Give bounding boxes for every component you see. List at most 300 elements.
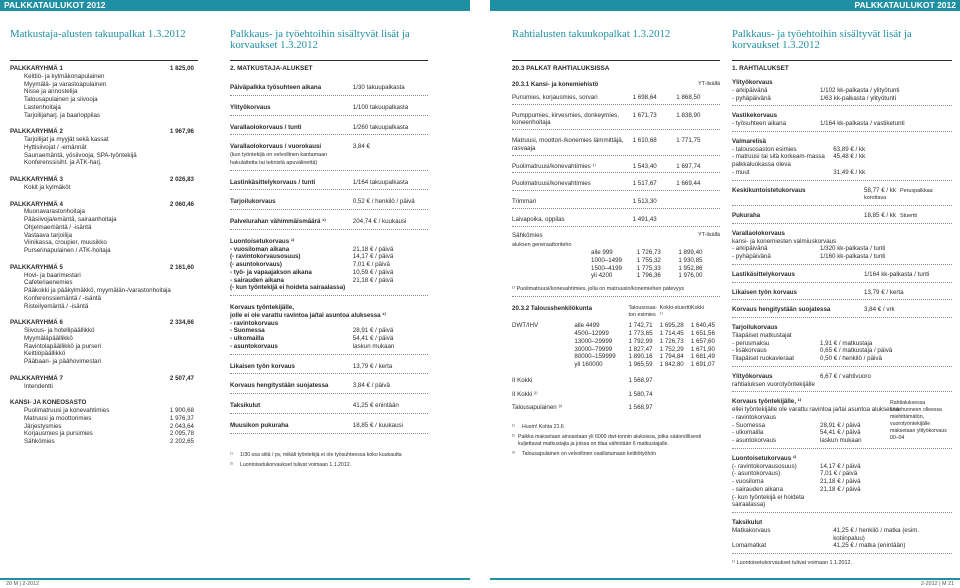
range-spacer xyxy=(512,265,591,273)
wage-title: Laivapoika, oppilas xyxy=(512,215,565,223)
dwt-cell: 1 671,90 xyxy=(690,345,715,353)
pay-group-items xyxy=(24,383,198,391)
column-title: Rahtialusten takuukopalkat 1.3.2012 xyxy=(512,28,671,40)
pay-group-items xyxy=(24,327,198,366)
job-title: Keittiöpäällikkö xyxy=(24,350,66,358)
allowance-line-value: 1/320 kk-palkasta / tunti xyxy=(820,245,886,253)
allowance-subtitle: rahtialuksen vuorotyöntekijälle xyxy=(732,380,815,388)
job-title: Siivous- ja hotellipäällikkö xyxy=(24,327,95,334)
sub-value: 21,18 € / päivä xyxy=(352,245,394,253)
allowance-row xyxy=(230,82,428,96)
allowance-line-label: - talousosaston esimies xyxy=(732,145,797,153)
allowance-label: Likaisen työn korvaus xyxy=(732,288,797,296)
page-footer-left: 20 M | 2-2012 xyxy=(0,578,470,588)
pay-group-title xyxy=(10,201,198,209)
sub-value xyxy=(353,284,428,292)
footnotes xyxy=(512,424,720,458)
footnote-marker: ³⁾ xyxy=(512,451,516,458)
sub-label: - sairauden aikana xyxy=(230,276,284,284)
job-title: Intendentti xyxy=(24,382,53,390)
allowance-line-label: (- asuntokorvaus) xyxy=(732,470,781,478)
allowance-line xyxy=(732,463,952,471)
allowance-line xyxy=(732,527,952,543)
allowance-value: 204,74 € / kuukausi xyxy=(352,218,407,225)
wage-amount-yt: 1 669,44 xyxy=(676,180,701,188)
allowance-line xyxy=(732,470,952,478)
wage-row xyxy=(512,214,720,227)
allowance-row xyxy=(732,306,952,318)
job-title: Hyttisiivojat / -emännät xyxy=(24,143,87,151)
allowance-value xyxy=(864,187,952,203)
range-amount: 1 726,73 xyxy=(636,249,661,256)
column-title: Matkustaja-alusten takuupalkat 1.3.2012 xyxy=(10,28,186,40)
sub-row xyxy=(230,327,428,335)
allowance-line-label: - lisäkorvaus xyxy=(732,347,767,355)
column-lisat-matkustaja xyxy=(230,11,428,472)
allowance-title: Ylityökorvaus xyxy=(732,372,773,380)
kansi-row xyxy=(24,438,198,446)
dwt-cell: 1 742,71 xyxy=(628,322,653,330)
job-title: Myymäläpäällikkö xyxy=(24,334,73,342)
allowance-label: Tarjoilukorvaus xyxy=(230,198,276,206)
footnote xyxy=(230,462,428,469)
allowance-label: Lastikäsittelykorvaus xyxy=(732,270,795,278)
range-label: 1500–4199 xyxy=(591,264,623,272)
sub-label: - Suomessa xyxy=(230,327,265,335)
allowance-value: 0,52 € / henkilö / päivä xyxy=(352,198,415,206)
kokki-title: II Kokki xyxy=(512,376,533,384)
wage-row xyxy=(512,161,720,174)
kansi-title: KANSI- JA KONEOSASTO xyxy=(10,399,87,407)
pay-group-items xyxy=(24,208,198,255)
allowance-title: Vastikekorvaus xyxy=(732,112,778,120)
wage-amount: 1 698,64 xyxy=(632,93,657,101)
allowance-block xyxy=(732,373,952,393)
allowance-row xyxy=(732,187,952,207)
footnote-marker: ¹⁾ xyxy=(230,451,234,458)
sub-value: 21,18 € / päivä xyxy=(352,276,394,284)
kokki-rows xyxy=(512,377,720,412)
job-title: Viinikassa, croupier, muusikko xyxy=(24,239,107,247)
dwt-cell: 1 827,47 xyxy=(628,345,653,353)
kokki-amount: 1 568,97 xyxy=(628,376,653,384)
allowance-row xyxy=(230,380,428,394)
sub-row xyxy=(230,277,428,285)
pay-group-name: PALKKARYHMÄ 2 xyxy=(10,128,63,136)
range-spacer xyxy=(512,257,591,265)
allowance-line-label: - vuosiloma xyxy=(732,478,764,485)
wage-title: Pursimies, korjausmies, sorvari xyxy=(512,93,598,101)
allowance-row xyxy=(732,289,952,301)
dwt-cell: 1 842,80 xyxy=(659,361,684,368)
dwt-spacer xyxy=(574,377,628,385)
dwt-cell: 1 726,73 xyxy=(659,337,684,345)
allowance-line-value: 21,18 € / päivä xyxy=(820,485,861,493)
allowance-title: Ylityökorvaus xyxy=(732,79,773,86)
sub-label: - työ- ja vapaajakson aikana xyxy=(230,268,312,276)
pay-group-title xyxy=(10,319,198,327)
allowance-line-label: - muut xyxy=(732,168,750,176)
allowance-note: Stuertti xyxy=(900,213,918,219)
allowance-line-value: 14,17 € / päivä xyxy=(820,462,861,470)
pay-group-name: PALKKARYHMÄ 1 xyxy=(10,65,63,72)
allowance-line-value: laskun mukaan xyxy=(820,437,862,444)
pay-group-items xyxy=(24,73,198,120)
kansi-amount: 1 976,37 xyxy=(169,414,194,422)
wage-rows xyxy=(512,92,720,227)
footnotes xyxy=(230,452,428,469)
job-title: Nisse ja annostelija xyxy=(24,88,78,96)
sub-label: - vuosiloman aikana xyxy=(230,245,290,253)
wage-amount: 1 517,67 xyxy=(632,180,657,188)
allowance-subtitle: Tilapäiset matkustajat xyxy=(732,331,792,339)
allowance-line xyxy=(732,355,952,363)
kansi-amount: 1 900,68 xyxy=(169,407,194,414)
allowance-title: Varallaolokorvaus xyxy=(732,229,785,237)
sahko-note: aluksen generaattoriteho xyxy=(512,242,572,249)
dwt-cell xyxy=(512,361,574,369)
dwt-cell: 1 691,07 xyxy=(690,361,715,368)
allowance-subtitle: kansi- ja konemiesten valmiuskorvaus xyxy=(732,237,837,245)
allowance-title: Valmarelisä xyxy=(732,137,767,145)
wage-row xyxy=(512,92,720,105)
title-rule xyxy=(10,60,198,61)
footnote-text: Huom! Kohta 21.6 xyxy=(522,424,564,430)
allowance-line-value: 1,91 € / matkustaja xyxy=(820,339,873,347)
allowance-line-value: 31,49 € / kk xyxy=(833,168,866,176)
wage-amount: 1 671,73 xyxy=(632,111,657,119)
allowance-value: 6,67 € / vahtivuoro xyxy=(820,372,871,380)
pay-group-name: PALKKARYHMÄ 4 xyxy=(10,200,63,208)
subsection-heading: 20.3.1 Kansi- ja konemiehistö YT-lisällä xyxy=(512,81,720,88)
dwt-cell: 1 890,16 xyxy=(628,353,653,361)
job-title: Purserinapulainen / ATK-hoitaja xyxy=(24,247,111,254)
title-rule xyxy=(230,60,428,61)
kokki-row xyxy=(512,377,720,385)
wage-amount: 1 543,40 xyxy=(632,162,657,170)
footnote-text: 1/30 osa siitä / pv, mikäli työntekijä ei ole työsuhteessa koko kuukautta xyxy=(240,451,402,458)
column-title: Palkkaus- ja työehtoihin sisältyvät lisät ja korvaukset 1.3.2012 xyxy=(230,28,410,52)
sub-value: 7,01 € / päivä xyxy=(352,261,390,268)
pay-group-items xyxy=(24,184,198,192)
kokki-row xyxy=(512,404,720,412)
job-title: Vastaava tarjoilija xyxy=(24,231,73,239)
allowance-block xyxy=(732,455,952,513)
allowance-line-label: - matruusi tai sitä korkeam-massa palkkaluokassa oleva xyxy=(732,153,825,168)
job-title: Myymälä- ja varastoapulainen xyxy=(24,80,107,88)
footnote xyxy=(230,452,428,459)
kokki-title: Talousapulainen ³⁾ xyxy=(512,404,563,412)
allowance-block xyxy=(732,324,952,367)
job-title: Konferenssiemäntä / -isäntä xyxy=(24,294,102,302)
dwt-cell: 4500–12999 xyxy=(574,330,609,337)
pay-group-name: PALKKARYHMÄ 6 xyxy=(10,319,63,327)
job-title: Ohjelmaemäntä / -isäntä xyxy=(24,223,92,231)
sub-value: 10,59 € / päivä xyxy=(352,268,394,276)
talous-heading: 20.3.2 Talousshenkilökunta Talousosas-ton esimies Kokki-stuertti ¹⁾ Kokki xyxy=(512,304,705,318)
dwt-cell xyxy=(512,338,574,346)
sahko-footnote: ¹⁾ Puolimatruusi/konevahtimies, jolla on matruusin/konemiehen pätevyys xyxy=(512,286,720,297)
job-title: Pääbaari- ja päähovimestari xyxy=(24,358,102,365)
allowance-value: 1/100 takuupalkasta xyxy=(352,103,409,111)
allowance-list xyxy=(732,79,952,567)
dwt-row xyxy=(512,346,720,354)
sub-label: - ravintokorvaus xyxy=(230,319,279,327)
kansi-row xyxy=(24,430,198,438)
job-title: Risteilyemäntä / -isäntä xyxy=(24,302,89,310)
dwt-cell: 1 695,28 xyxy=(659,322,684,330)
pay-groups xyxy=(10,65,198,390)
column-title: Palkkaus- ja työehtoihin sisältyvät lisät ja korvaukset 1.3.2012 xyxy=(732,28,912,52)
wage-title: Matruusi, moottori-/konemies lämmittäjä, rasvaaja xyxy=(512,137,624,152)
sahko-row xyxy=(512,249,720,257)
footnote xyxy=(512,451,720,458)
allowance-label: Taksikulut xyxy=(230,402,261,409)
allowance-line xyxy=(732,253,952,261)
allowance-line-label: Lomamatkat xyxy=(732,542,767,550)
allowance-line-label: - arkipäivänä xyxy=(732,245,768,253)
wage-row xyxy=(512,196,720,209)
dwt-cell: 1 640,45 xyxy=(690,322,715,330)
allowance-line-value: 45,48 € / kk xyxy=(833,153,866,161)
kansi-amount: 2 202,65 xyxy=(169,438,194,445)
allowance-row xyxy=(230,196,428,210)
side-note: Rahtialuksessa konehuoneen olleessa miehittämätön, vuorotyöntekijälle maksetaan ylityökorvaus 00–04 xyxy=(890,400,947,442)
wage-amount: 1 610,68 xyxy=(632,137,657,144)
dwt-cell xyxy=(512,353,574,361)
sub-row xyxy=(230,335,428,343)
job-title: Hovi- ja baarimestari xyxy=(24,271,81,279)
allowance-line-value: 21,18 € / päivä xyxy=(820,478,861,485)
pay-group-name: PALKKARYHMÄ 7 xyxy=(10,374,63,382)
allowance-line-label: - ravintokorvaus xyxy=(732,413,777,421)
column-rahtialusten-palkat xyxy=(512,11,720,461)
dwt-cell: 1 681,49 xyxy=(690,353,715,361)
allowance-label: Korvaus hengitystään suojatessa xyxy=(230,382,329,390)
allowance-line xyxy=(732,169,952,177)
allowance-block xyxy=(732,79,952,106)
sub-row xyxy=(230,253,428,261)
pay-group-title xyxy=(10,128,198,136)
allowance-line-label: - pyhäpäivänä xyxy=(732,253,771,260)
allowance-title: Tarjoilukorvaus xyxy=(732,324,778,331)
dwt-cell: 1 792,99 xyxy=(628,337,653,345)
allowance-line xyxy=(732,120,952,128)
sub-value: laskun mukaan xyxy=(352,342,395,350)
allowance-value: 1/30 takuupalkasta xyxy=(352,84,405,91)
pay-group-amount: 1 967,96 xyxy=(169,128,194,136)
sub-row xyxy=(230,320,428,328)
allowance-value: 41,25 € enintään xyxy=(352,402,399,409)
range-amount-yt: 1 976,00 xyxy=(678,272,703,280)
kansi-label: Sähkömies xyxy=(24,438,55,445)
wage-row xyxy=(512,135,720,156)
allowance-block xyxy=(732,230,952,265)
allowance-line xyxy=(732,153,952,169)
dwt-cell: 1 651,56 xyxy=(690,330,715,337)
wage-title: Pumppumies, kirvesmies, donkeymies, koneenhoitaja xyxy=(512,111,619,127)
dwt-cell: yli 160000 xyxy=(574,361,603,368)
job-title: Cafeteriaenemies xyxy=(24,279,73,287)
range-spacer xyxy=(512,272,591,280)
wage-amount-yt xyxy=(676,216,720,224)
sahko-row xyxy=(512,265,720,273)
allowance-row xyxy=(732,212,952,224)
allowance-amount: 1/164 kk-palkasta / tunti xyxy=(864,270,930,278)
allowance-line xyxy=(732,87,952,95)
allowance-value xyxy=(864,306,952,314)
job-title: Saunaemäntä, yösiivooja, SPA-työntekijä xyxy=(24,151,137,159)
dwt-row xyxy=(512,322,720,330)
range-amount: 1 775,33 xyxy=(636,264,661,272)
allowance-amount: 58,77 € / kk xyxy=(864,186,896,194)
section-heading: 1. RAHTIALUKSET xyxy=(732,65,789,72)
allowance-line xyxy=(732,95,952,103)
allowance-line-value: 1/160 kk-palkasta / tunti xyxy=(820,253,886,260)
job-title: Pääkokki ja pääkylmäkkö, myymälän-/varastonhoitaja xyxy=(24,287,171,294)
allowance-line-value: 0,50 € / henkilö / päivä xyxy=(820,355,882,362)
allowance-rows xyxy=(230,177,428,230)
allowance-line xyxy=(732,486,952,494)
sub-label: (- ravintokorvausosuus) xyxy=(230,253,301,261)
kokki-amount: 1 568,97 xyxy=(628,404,653,412)
allowance-row xyxy=(230,400,428,414)
job-title: Pääsiivoja/emäntä, sairaanhoitaja xyxy=(24,216,117,223)
allowance-label: Päiväpalkka työsuhteen aikana xyxy=(230,84,322,91)
allowance-label: Lastinkäsittelykorvaus / tunti xyxy=(230,178,316,186)
footnote-marker: ²⁾ xyxy=(230,461,234,468)
wage-row xyxy=(512,110,720,131)
allowance-line xyxy=(732,478,952,486)
allowance-block-korvaus: Korvaus työntekijälle, jolle ei ole varattu ravintoa ja/tai asuntoa aluksessa ¹⁾ - ravintokorvaus - Suomessa 28,91 € / päivä - ulkomailla 54,41 € / päivä - asuntokorvaus laskun mukaan xyxy=(230,302,428,355)
allowance-amount: 18,85 € / kk xyxy=(864,212,896,219)
kansi-row xyxy=(24,407,198,415)
kokki-title: II Kokki ²⁾ xyxy=(512,390,538,398)
job-title: Tarjoilijat ja myyjät sekä kassat xyxy=(24,136,109,143)
dwt-cell: 1 752,29 xyxy=(659,345,684,353)
kansi-row xyxy=(24,415,198,423)
kansi-amount: 2 095,78 xyxy=(169,430,194,438)
dwt-cell: 1 657,60 xyxy=(690,337,715,345)
page-footer-right: 2-2012 | M 21 xyxy=(490,578,960,588)
kansi-row xyxy=(24,423,198,431)
range-label: yli 4200 xyxy=(591,272,613,280)
sahko-rows xyxy=(512,249,720,280)
allowance-block xyxy=(732,138,952,181)
allowance-line xyxy=(732,146,952,154)
pay-group-amount: 2 026,83 xyxy=(169,176,194,183)
allowance-line-label: - ulkomailla xyxy=(732,429,764,437)
range-label: alle 999 xyxy=(591,249,613,256)
wage-title: Puolimatruusi/konevahtimies xyxy=(512,180,591,188)
footnote-marker: ¹⁾ xyxy=(512,424,516,430)
allowance-value xyxy=(864,271,952,279)
wage-amount-yt: 1 771,75 xyxy=(676,137,701,144)
allowance-value: 18,85 € / kuukausi xyxy=(352,421,403,429)
sub-row xyxy=(230,343,428,351)
allowance-label: Pukuraha xyxy=(732,212,761,219)
footnote-marker: ²⁾ xyxy=(512,434,516,441)
sub-label: - ulkomailla xyxy=(230,335,265,342)
pay-group-amount: 2 060,46 xyxy=(169,200,194,208)
allowance-line-label: - sairauden aikana xyxy=(732,485,783,493)
footnote: ¹⁾ Luontoisetukorvaukset tulivat voimaan 1.1.2012. xyxy=(732,560,852,566)
dwt-cell: 13000–29999 xyxy=(574,337,613,345)
kansi-label: Järjestysmies xyxy=(24,422,62,430)
allowance-line-label: - pyhäpäivänä xyxy=(732,94,771,102)
allowance-line-value: 1/164 kk-palkasta / vastiketunti xyxy=(820,120,905,127)
dwt-row xyxy=(512,353,720,361)
footnote-text: Luontoisetukorvaukset tulivat voimaan 1.1.2012. xyxy=(240,461,352,468)
dwt-cell: DWT/IHV xyxy=(512,322,539,330)
allowance-header xyxy=(732,373,952,381)
dwt-cell: alle 4499 xyxy=(574,322,600,330)
allowance-label: Likaisen työn korvaus xyxy=(230,362,295,370)
allowance-value: 1/164 takuupalkasta xyxy=(352,178,409,186)
wage-title: Puolimatruusi/konevahtimies ¹⁾ xyxy=(512,162,597,170)
pay-group-amount: 2 334,66 xyxy=(169,319,194,327)
sub-value: 54,41 € / päivä xyxy=(352,335,394,342)
allowance-rows xyxy=(230,82,428,135)
dwt-cell: 1 794,84 xyxy=(659,353,684,361)
allowance-label: Varallaolokorvaus / tunti xyxy=(230,123,302,131)
dwt-rows xyxy=(512,322,720,369)
title-rule xyxy=(512,60,720,61)
allowance-block xyxy=(732,112,952,132)
sub-value xyxy=(353,320,428,328)
footnote-text: Talousapulainen on velvollinen osallistumaan keittiötyöhön xyxy=(522,451,657,458)
sub-row xyxy=(230,246,428,254)
pay-group-title xyxy=(10,375,198,383)
section-heading: 2. MATKUSTAJA-ALUKSET xyxy=(230,65,313,72)
allowance-line xyxy=(732,347,952,355)
allowance-value: 13,79 € / kerta xyxy=(352,362,393,370)
range-amount: 1 755,32 xyxy=(636,256,661,264)
column-lisat-rahti xyxy=(732,11,952,567)
dwt-cell: 80000–159999 xyxy=(574,353,616,361)
wage-amount: 1 491,43 xyxy=(632,215,657,223)
allowance-line-label: Tilapäiset ruokavieraat xyxy=(732,355,795,362)
section-heading: 20.3 PALKAT RAHTIALUKSISSA xyxy=(512,65,610,72)
dwt-row xyxy=(512,361,720,369)
allowance-line-label: - Suomessa xyxy=(732,421,766,429)
sub-label: (- asuntokorvaus) xyxy=(230,261,282,268)
allowance-line-label: - työsuhteen aikana xyxy=(732,120,787,127)
allowance-line xyxy=(732,245,952,253)
kokki-row xyxy=(512,391,720,399)
range-amount-yt: 1 899,40 xyxy=(678,249,703,256)
job-title: Lastenhoitaja xyxy=(24,103,61,111)
allowance-row xyxy=(230,177,428,191)
wage-amount-yt: 1 868,50 xyxy=(676,93,701,101)
pay-group-title xyxy=(10,176,198,184)
allowance-line-label: - perusmaksu xyxy=(732,339,770,347)
allowance-line-value xyxy=(820,494,952,510)
allowance-line-label: (- ravintokorvausosuus) xyxy=(732,462,797,470)
sub-row xyxy=(230,261,428,269)
allowance-row xyxy=(732,271,952,283)
pay-group-title xyxy=(10,65,198,73)
allowance-amount: 3,84 € / vrk xyxy=(864,306,895,314)
allowance-line-label: - asuntokorvaus xyxy=(732,437,777,444)
dwt-cell: 1 965,59 xyxy=(628,361,653,368)
job-title: Kokit ja kylmäköt xyxy=(24,183,71,191)
job-title: Tarjoilijaharj. ja baarioppilas xyxy=(24,111,101,119)
allowance-line-label: Matkakorvaus xyxy=(732,526,771,534)
footnote xyxy=(512,424,720,431)
kansi-label: Matruusi ja moottorimies xyxy=(24,414,92,422)
dwt-cell: 30000–79999 xyxy=(574,345,613,353)
